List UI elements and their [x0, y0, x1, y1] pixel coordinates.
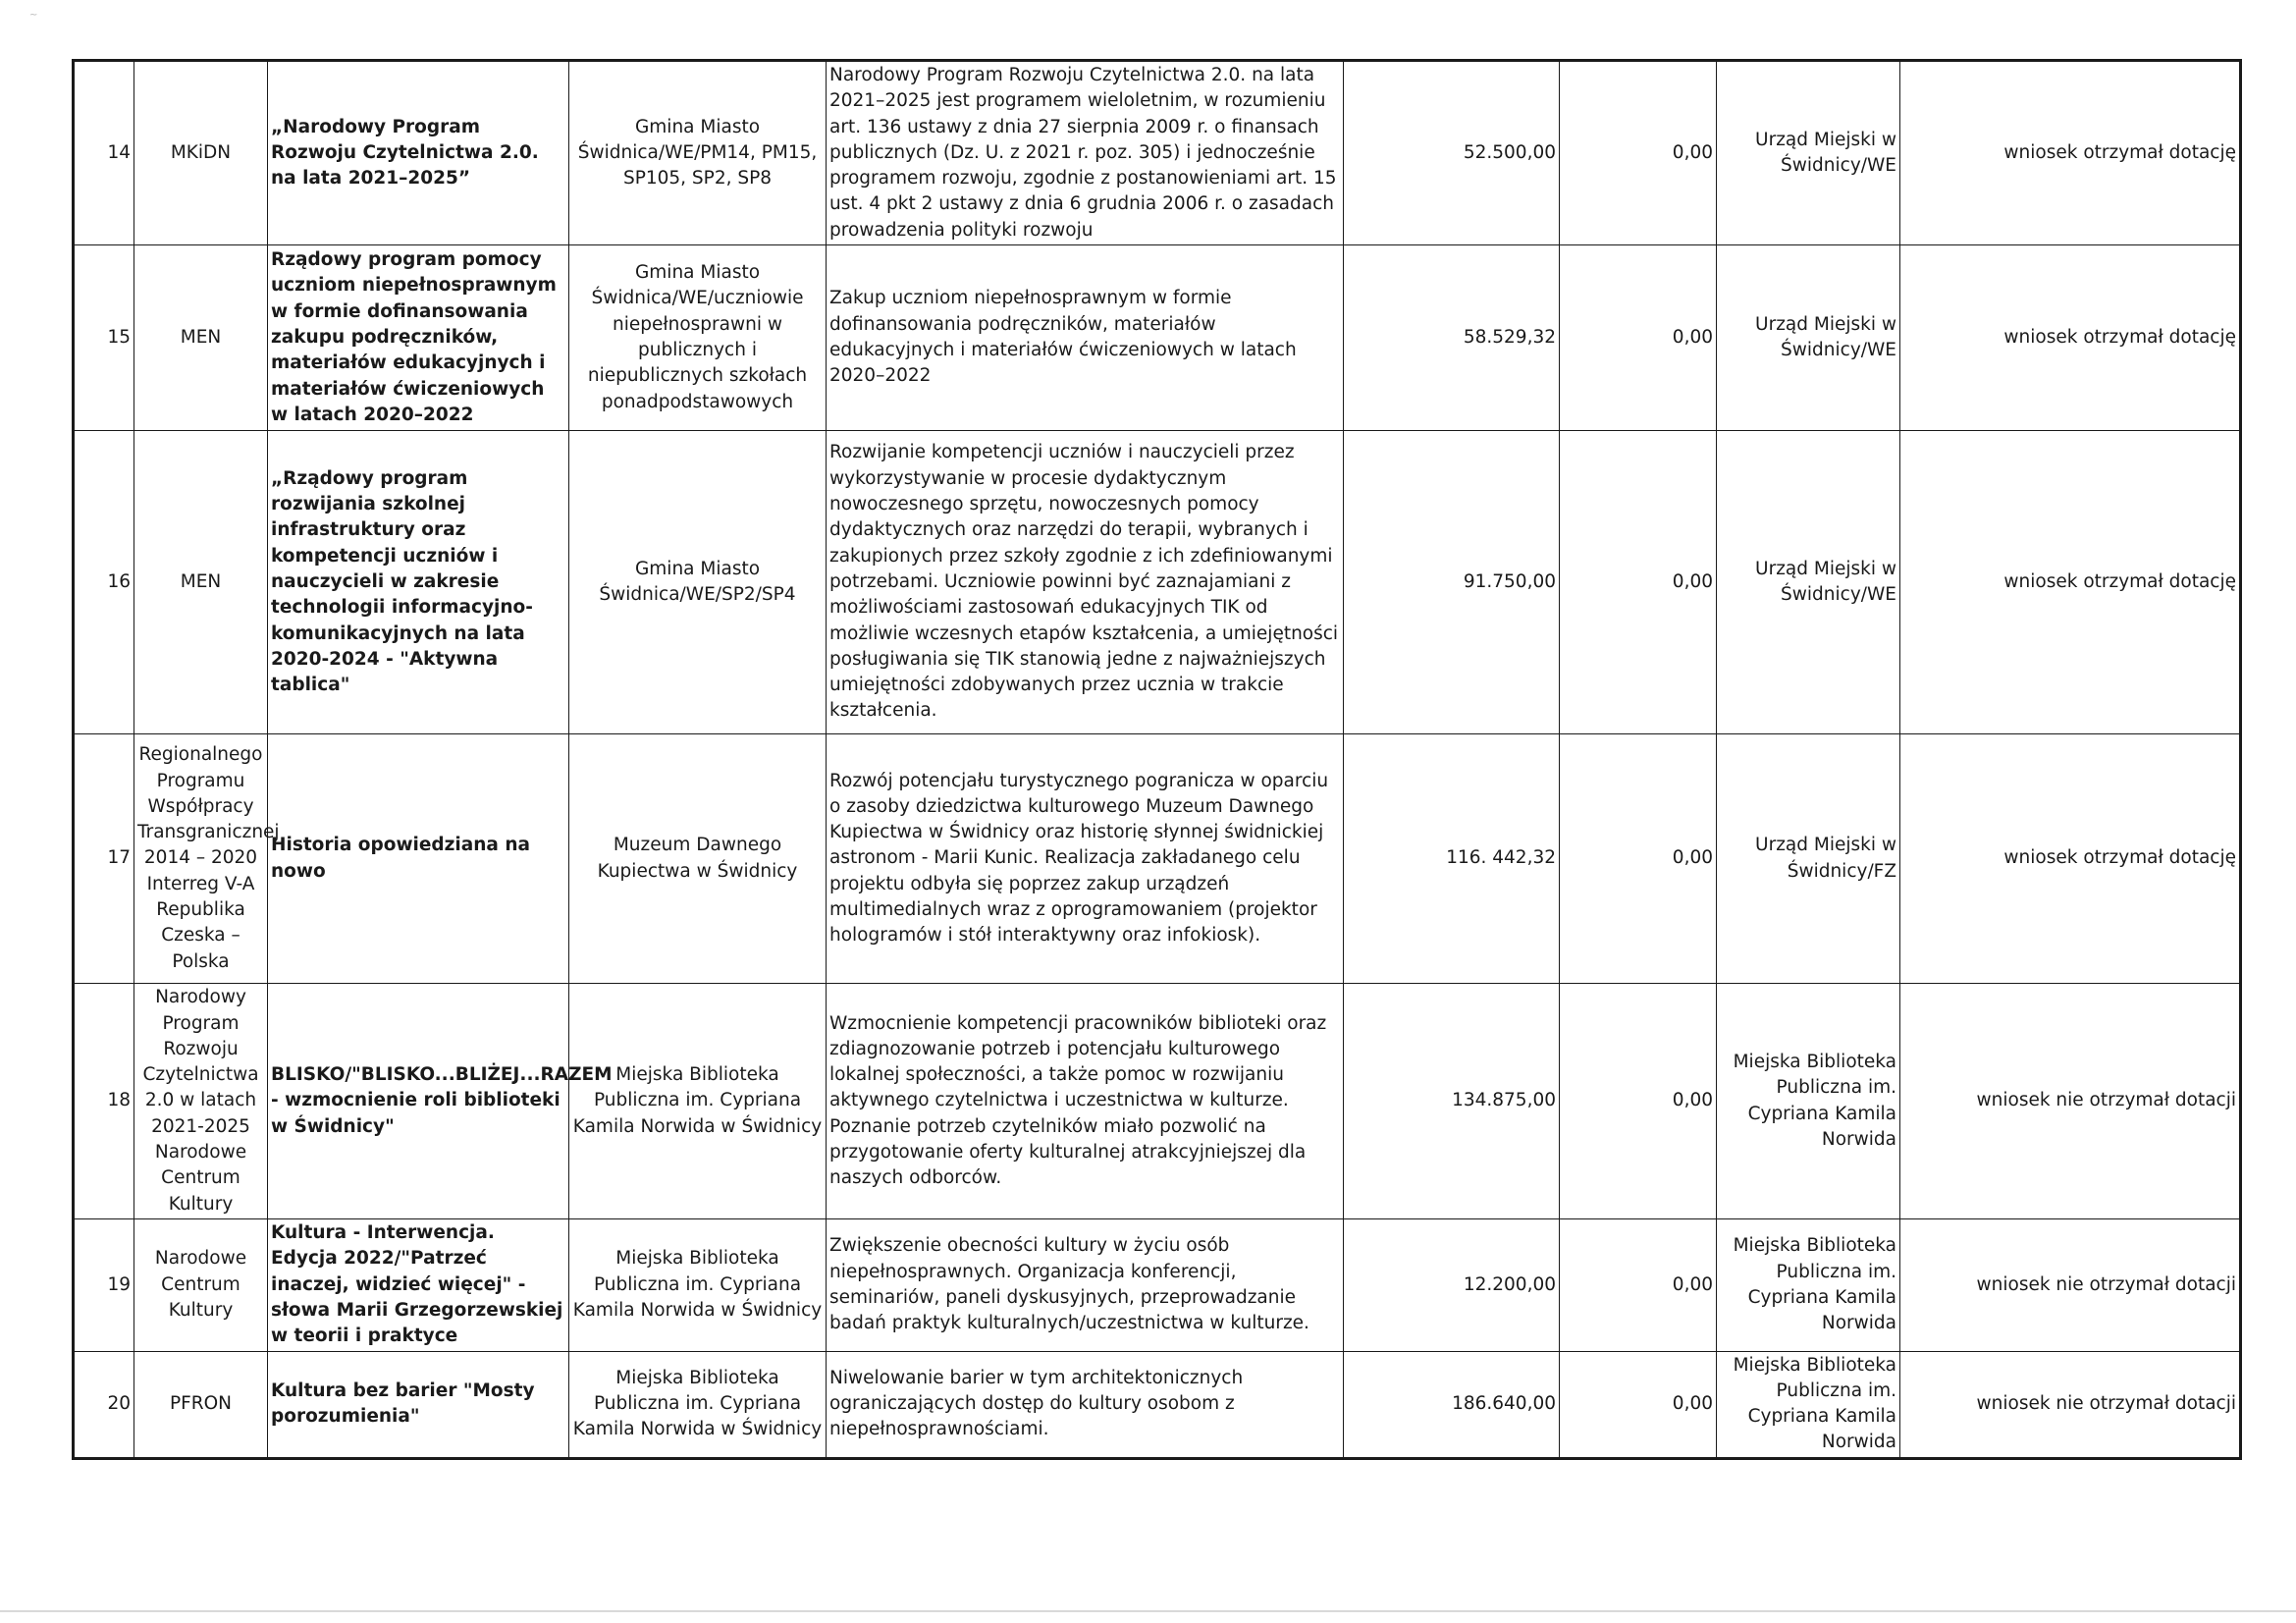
table-row	[74, 245, 2241, 431]
row-number: 17	[74, 734, 134, 984]
program-title: Historia opowiedziana na nowo	[268, 734, 569, 984]
requested-amount: 134.875,00	[1344, 984, 1560, 1219]
application-status: wniosek nie otrzymał dotacji	[1900, 1351, 2241, 1458]
responsible-unit: Urząd Miejski w Świdnicy/WE	[1717, 61, 1900, 245]
page-bottom-divider	[0, 1610, 2296, 1612]
row-number: 19	[74, 1219, 134, 1351]
program-description: Wzmocnienie kompetencji pracowników biblioteki oraz zdiagnozowanie potrzeb i potencjału kulturowego lokalnej społeczności, a także pomoc w rozwijaniu aktywnego czytelnictwa i uczestnictwa w kulturze. Poznanie potrzeb czytelników miało pozwolić na przygotowanie oferty kulturalnej atrakcyjniejszej dla naszych odborców.	[827, 984, 1344, 1219]
received-amount: 0,00	[1560, 431, 1717, 734]
table-row	[74, 61, 2241, 245]
application-status: wniosek nie otrzymał dotacji	[1900, 984, 2241, 1219]
row-number: 14	[74, 61, 134, 245]
beneficiary: Gmina Miasto Świdnica/WE/PM14, PM15, SP105, SP2, SP8	[569, 61, 827, 245]
program-description: Narodowy Program Rozwoju Czytelnictwa 2.0. na lata 2021–2025 jest programem wieloletnim, w rozumieniu art. 136 ustawy z dnia 27 sierpnia 2009 r. o finansach publicznych (Dz. U. z 2021 r. poz. 305) i jednocześnie programem rozwoju, zgodnie z postanowieniami art. 15 ust. 4 pkt 2 ustawy z dnia 6 grudnia 2006 r. o zasadach prowadzenia polityki rozwoju	[827, 61, 1344, 245]
funding-source: MEN	[134, 245, 268, 431]
page-corner-mark: ~	[29, 10, 38, 21]
application-status: wniosek otrzymał dotację	[1900, 245, 2241, 431]
program-title: Kultura bez barier "Mosty porozumienia"	[268, 1351, 569, 1458]
table-row	[74, 984, 2241, 1219]
program-title: Kultura - Interwencja. Edycja 2022/"Patrzeć inaczej, widzieć więcej" - słowa Marii Grzegorzewskiej w teorii i praktyce	[268, 1219, 569, 1351]
requested-amount: 58.529,32	[1344, 245, 1560, 431]
funding-source: MEN	[134, 431, 268, 734]
received-amount: 0,00	[1560, 245, 1717, 431]
program-title: Rządowy program pomocy uczniom niepełnosprawnym w formie dofinansowania zakupu podręczników, materiałów edukacyjnych i materiałów ćwiczeniowych w latach 2020–2022	[268, 245, 569, 431]
program-description: Zakup uczniom niepełnosprawnym w formie dofinansowania podręczników, materiałów edukacyjnych i materiałów ćwiczeniowych w latach 2020–2022	[827, 245, 1344, 431]
funding-source: MKiDN	[134, 61, 268, 245]
program-title: BLISKO/"BLISKO...BLIŻEJ...RAZEM - wzmocnienie roli biblioteki w Świdnicy"	[268, 984, 569, 1219]
grants-table	[72, 59, 2242, 1460]
program-description: Rozwój potencjału turystycznego pogranicza w oparciu o zasoby dziedzictwa kulturowego Muzeum Dawnego Kupiectwa w Świdnicy oraz historię słynnej świdnickiej astronom - Marii Kunic. Realizacja zakładanego celu projektu odbyła się poprzez zakup urządzeń multimedialnych wraz z oprogramowaniem (projektor hologramów i stół interaktywny oraz infokiosk).	[827, 734, 1344, 984]
requested-amount: 116. 442,32	[1344, 734, 1560, 984]
funding-source: PFRON	[134, 1351, 268, 1458]
program-description: Zwiększenie obecności kultury w życiu osób niepełnosprawnych. Organizacja konferencji, seminariów, paneli dyskusyjnych, przeprowadzanie badań praktyk kulturalnych/uczestnictwa w kulturze.	[827, 1219, 1344, 1351]
application-status: wniosek otrzymał dotację	[1900, 734, 2241, 984]
received-amount: 0,00	[1560, 61, 1717, 245]
table-row	[74, 734, 2241, 984]
row-number: 18	[74, 984, 134, 1219]
funding-source: Narodowy Program Rozwoju Czytelnictwa 2.0 w latach 2021-2025 Narodowe Centrum Kultury	[134, 984, 268, 1219]
received-amount: 0,00	[1560, 734, 1717, 984]
beneficiary: Miejska Biblioteka Publiczna im. Cypriana Kamila Norwida w Świdnicy	[569, 984, 827, 1219]
beneficiary: Muzeum Dawnego Kupiectwa w Świdnicy	[569, 734, 827, 984]
application-status: wniosek otrzymał dotację	[1900, 61, 2241, 245]
row-number: 15	[74, 245, 134, 431]
table-row	[74, 1351, 2241, 1458]
responsible-unit: Urząd Miejski w Świdnicy/FZ	[1717, 734, 1900, 984]
requested-amount: 91.750,00	[1344, 431, 1560, 734]
beneficiary: Miejska Biblioteka Publiczna im. Cypriana Kamila Norwida w Świdnicy	[569, 1219, 827, 1351]
requested-amount: 186.640,00	[1344, 1351, 1560, 1458]
beneficiary: Gmina Miasto Świdnica/WE/uczniowie niepełnosprawni w publicznych i niepublicznych szkołach ponadpodstawowych	[569, 245, 827, 431]
responsible-unit: Urząd Miejski w Świdnicy/WE	[1717, 245, 1900, 431]
application-status: wniosek otrzymał dotację	[1900, 431, 2241, 734]
funding-source: Regionalnego Programu Współpracy Transgranicznej 2014 – 2020 Interreg V-A Republika Czeska – Polska	[134, 734, 268, 984]
program-title: „Rządowy program rozwijania szkolnej infrastruktury oraz kompetencji uczniów i nauczycieli w zakresie technologii informacyjno-komunikacyjnych na lata 2020-2024 - "Aktywna tablica"	[268, 431, 569, 734]
responsible-unit: Urząd Miejski w Świdnicy/WE	[1717, 431, 1900, 734]
beneficiary: Miejska Biblioteka Publiczna im. Cypriana Kamila Norwida w Świdnicy	[569, 1351, 827, 1458]
received-amount: 0,00	[1560, 1351, 1717, 1458]
beneficiary: Gmina Miasto Świdnica/WE/SP2/SP4	[569, 431, 827, 734]
received-amount: 0,00	[1560, 1219, 1717, 1351]
table-row	[74, 1219, 2241, 1351]
row-number: 16	[74, 431, 134, 734]
program-description: Rozwijanie kompetencji uczniów i nauczycieli przez wykorzystywanie w procesie dydaktycznym nowoczesnego sprzętu, nowoczesnych pomocy dydaktycznych oraz narzędzi do terapii, wybranych i zakupionych przez szkoły zgodnie z ich zdefiniowanymi potrzebami. Uczniowie powinni być zaznajamiani z możliwościami zastosowań edukacyjnych TIK od możliwie wczesnych etapów kształcenia, a umiejętności posługiwania się TIK stanowią jedne z najważniejszych umiejętności zdobywanych przez ucznia w trakcie kształcenia.	[827, 431, 1344, 734]
responsible-unit: Miejska Biblioteka Publiczna im. Cypriana Kamila Norwida	[1717, 984, 1900, 1219]
received-amount: 0,00	[1560, 984, 1717, 1219]
funding-source: Narodowe Centrum Kultury	[134, 1219, 268, 1351]
program-description: Niwelowanie barier w tym architektonicznych ograniczających dostęp do kultury osobom z niepełnosprawnościami.	[827, 1351, 1344, 1458]
requested-amount: 12.200,00	[1344, 1219, 1560, 1351]
requested-amount: 52.500,00	[1344, 61, 1560, 245]
responsible-unit: Miejska Biblioteka Publiczna im. Cypriana Kamila Norwida	[1717, 1351, 1900, 1458]
responsible-unit: Miejska Biblioteka Publiczna im. Cypriana Kamila Norwida	[1717, 1219, 1900, 1351]
row-number: 20	[74, 1351, 134, 1458]
application-status: wniosek nie otrzymał dotacji	[1900, 1219, 2241, 1351]
program-title: „Narodowy Program Rozwoju Czytelnictwa 2.0. na lata 2021–2025”	[268, 61, 569, 245]
table-row	[74, 431, 2241, 734]
